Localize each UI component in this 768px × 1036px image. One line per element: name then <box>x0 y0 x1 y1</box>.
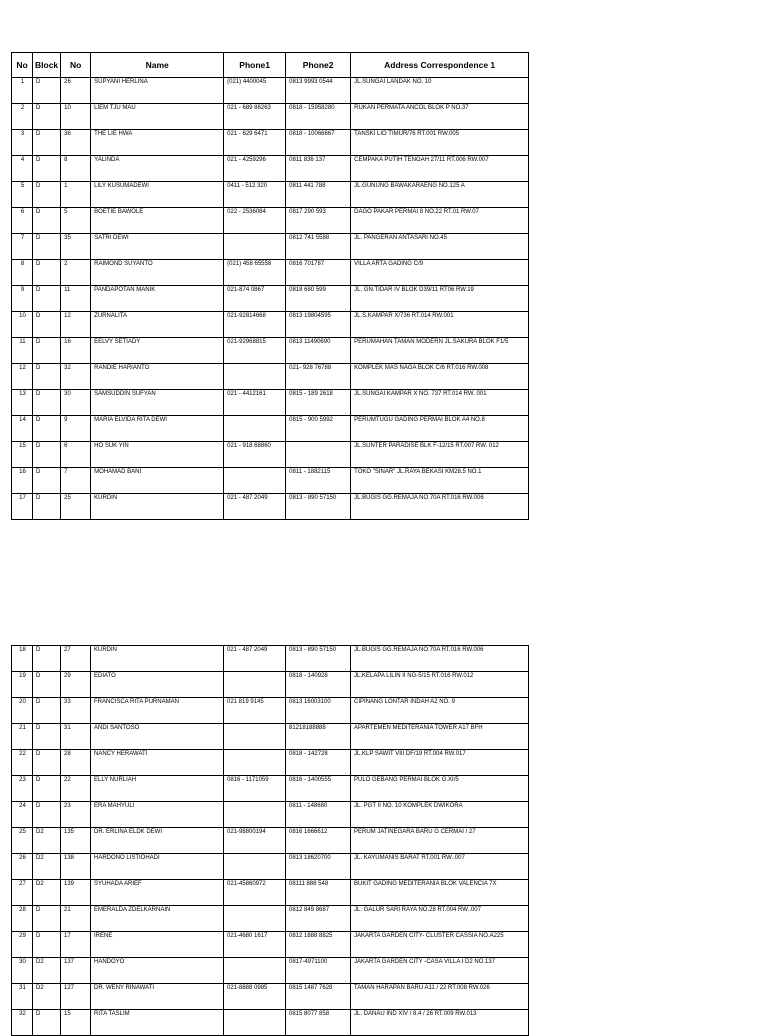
cell-phone1: 021-8888 0985 <box>224 984 286 1010</box>
cell-name: HANDOYO <box>91 958 224 984</box>
cell-address: JL.S.KAMPAR X/736 RT.014 RW.001 <box>351 312 529 338</box>
cell-address: JL.BUGIS GG.REMAJA NO.70A RT.016 RW.006 <box>351 494 529 520</box>
cell-unit-no: 8 <box>61 156 91 182</box>
cell-address: JL. GN.TIDAR IV BLOK D39/11 RT06 RW.19 <box>351 286 529 312</box>
cell-name: ERA MAHYULI <box>91 802 224 828</box>
cell-no: 18 <box>12 646 33 672</box>
cell-name: SYUHADA ARIEF <box>91 880 224 906</box>
cell-name: RANDIE HARIANTO <box>91 364 224 390</box>
cell-unit-no: 9 <box>61 416 91 442</box>
cell-block: D <box>33 390 61 416</box>
cell-name: LILY KUSUMADEWI <box>91 182 224 208</box>
col-header-address: Address Correspondence 1 <box>351 53 529 78</box>
cell-name: EELVY SETIADY <box>91 338 224 364</box>
cell-unit-no: 135 <box>61 828 91 854</box>
cell-phone2: 0811 441 788 <box>286 182 351 208</box>
cell-no: 31 <box>12 984 33 1010</box>
cell-name: MARIA ELVIDA RITA DEWI <box>91 416 224 442</box>
table-row <box>12 646 529 672</box>
cell-block: D <box>33 130 61 156</box>
cell-block: D <box>33 442 61 468</box>
cell-unit-no: 12 <box>61 312 91 338</box>
cell-block: D2 <box>33 828 61 854</box>
cell-phone2: 0812 1888 8825 <box>286 932 351 958</box>
cell-phone1 <box>224 750 286 776</box>
cell-name: RAIMOND SUYANTO <box>91 260 224 286</box>
col-header-name: Name <box>91 53 224 78</box>
cell-phone2: 0818 680 599 <box>286 286 351 312</box>
cell-phone2: 0813 - 890 57150 <box>286 494 351 520</box>
col-header-phone1: Phone1 <box>224 53 286 78</box>
col-header-unit-no: No <box>61 53 91 78</box>
cell-phone2: 0813 19804595 <box>286 312 351 338</box>
table-row <box>12 776 529 802</box>
cell-no: 7 <box>12 234 33 260</box>
cell-name: HO SUK YIN <box>91 442 224 468</box>
cell-address: JL.KLP SAWIT VIII DF/19 RT.004 RW.017 <box>351 750 529 776</box>
cell-phone2: 0811 - 148680 <box>286 802 351 828</box>
cell-no: 3 <box>12 130 33 156</box>
cell-block: D <box>33 208 61 234</box>
cell-phone1: 021-874 0867 <box>224 286 286 312</box>
table-row <box>12 390 529 416</box>
cell-phone2: 81218188888 <box>286 724 351 750</box>
table-row <box>12 286 529 312</box>
cell-address: JL.GUNUNG BAWAKARAENG NO.125 A <box>351 182 529 208</box>
cell-name: DR. ERLINA ELDK DEWI <box>91 828 224 854</box>
cell-phone2: 0813 9993 0544 <box>286 78 351 104</box>
cell-unit-no: 5 <box>61 208 91 234</box>
cell-address: CEMPAKA PUTIH TENGAH 27/11 RT.006 RW.007 <box>351 156 529 182</box>
cell-no: 14 <box>12 416 33 442</box>
cell-address: JL. PGT II NO. 10 KOMPLEK DWIKORA <box>351 802 529 828</box>
cell-phone2: 0818 - 142728 <box>286 750 351 776</box>
cell-phone1: 021 - 4259296 <box>224 156 286 182</box>
cell-unit-no: 28 <box>61 750 91 776</box>
cell-phone2: 0813 11490690 <box>286 338 351 364</box>
cell-phone2: 0815 - 189 2618 <box>286 390 351 416</box>
table-row <box>12 828 529 854</box>
cell-address: JL.SUNGAI LANDAK NO. 10 <box>351 78 529 104</box>
cell-name: EDIATO <box>91 672 224 698</box>
cell-phone1: 021-4680 1617 <box>224 932 286 958</box>
cell-block: D <box>33 698 61 724</box>
header-row <box>12 53 529 78</box>
contact-table-2 <box>11 645 529 1036</box>
cell-name: SAMSUDDIN SUFYAN <box>91 390 224 416</box>
cell-phone1: 021 - 487 2049 <box>224 646 286 672</box>
cell-name: PANDAPOTAN MANIK <box>91 286 224 312</box>
cell-block: D <box>33 260 61 286</box>
cell-no: 30 <box>12 958 33 984</box>
cell-address: JAKARTA GARDEN CITY- CLUSTER CASSIA NO.A225 <box>351 932 529 958</box>
cell-address: JL. KAYUMANIS BARAT RT.001 RW..007 <box>351 854 529 880</box>
cell-phone1 <box>224 468 286 494</box>
cell-unit-no: 26 <box>61 78 91 104</box>
table-row <box>12 802 529 828</box>
cell-name: DR. WENY RINAWATI <box>91 984 224 1010</box>
cell-address: JL. GALUR SARI RAYA NO.28 RT.004 RW..007 <box>351 906 529 932</box>
cell-unit-no: 23 <box>61 802 91 828</box>
cell-phone2: 0815 1487 7628 <box>286 984 351 1010</box>
cell-no: 8 <box>12 260 33 286</box>
cell-block: D <box>33 416 61 442</box>
cell-address: BUKIT GADING MEDITERANIA BLOK VALENCIA 7X <box>351 880 529 906</box>
cell-no: 1 <box>12 78 33 104</box>
cell-phone2: 0816 701787 <box>286 260 351 286</box>
cell-name: ANDI SANTOSO <box>91 724 224 750</box>
cell-no: 29 <box>12 932 33 958</box>
cell-block: D <box>33 724 61 750</box>
table-row <box>12 724 529 750</box>
cell-no: 10 <box>12 312 33 338</box>
cell-unit-no: 2 <box>61 260 91 286</box>
cell-name: LIEM TJU MAU <box>91 104 224 130</box>
table-row <box>12 958 529 984</box>
cell-no: 9 <box>12 286 33 312</box>
cell-block: D <box>33 468 61 494</box>
table-row <box>12 156 529 182</box>
cell-unit-no: 138 <box>61 854 91 880</box>
cell-no: 21 <box>12 724 33 750</box>
cell-no: 15 <box>12 442 33 468</box>
cell-block: D <box>33 364 61 390</box>
cell-unit-no: 31 <box>61 724 91 750</box>
cell-phone2: 0818 - 140928 <box>286 672 351 698</box>
table-row <box>12 416 529 442</box>
cell-block: D <box>33 234 61 260</box>
table-row <box>12 78 529 104</box>
cell-phone1: 021 - 918 68860 <box>224 442 286 468</box>
cell-name: SUPYANI HERLINA <box>91 78 224 104</box>
table-row <box>12 750 529 776</box>
cell-phone2: 08111 888 548 <box>286 880 351 906</box>
cell-name: KURDIN <box>91 646 224 672</box>
cell-address: KOMPLEK MAS NAGA BLOK C/6 RT.016 RW.008 <box>351 364 529 390</box>
cell-block: D <box>33 1010 61 1036</box>
cell-phone1: 021-92814668 <box>224 312 286 338</box>
cell-block: D <box>33 338 61 364</box>
cell-phone2: 0812 741 5588 <box>286 234 351 260</box>
cell-unit-no: 25 <box>61 494 91 520</box>
cell-no: 12 <box>12 364 33 390</box>
cell-phone1 <box>224 1010 286 1036</box>
cell-name: HARDONO LISTIOHADI <box>91 854 224 880</box>
table-row <box>12 854 529 880</box>
cell-phone2: 0817-4971100 <box>286 958 351 984</box>
cell-phone2: 0813 16003100 <box>286 698 351 724</box>
cell-address: RUKAN PERMATA ANCOL BLOK P NO.37 <box>351 104 529 130</box>
cell-phone1 <box>224 364 286 390</box>
table-row <box>12 468 529 494</box>
cell-phone1: 021-92968815 <box>224 338 286 364</box>
cell-name: NANCY HERAWATI <box>91 750 224 776</box>
cell-address: JL.KELAPA LILIN II NG-5/15 RT.016 RW.012 <box>351 672 529 698</box>
cell-unit-no: 1 <box>61 182 91 208</box>
cell-phone1: 021 - 689 86263 <box>224 104 286 130</box>
cell-unit-no: 16 <box>61 338 91 364</box>
cell-block: D <box>33 312 61 338</box>
cell-unit-no: 36 <box>61 130 91 156</box>
cell-name: ZURNALITA <box>91 312 224 338</box>
cell-phone1: (021) 458 65558 <box>224 260 286 286</box>
cell-no: 4 <box>12 156 33 182</box>
table-row <box>12 984 529 1010</box>
cell-address: TOKO "SINAR" JL.RAYA BEKASI KM28.5 NO.1 <box>351 468 529 494</box>
cell-unit-no: 137 <box>61 958 91 984</box>
cell-no: 16 <box>12 468 33 494</box>
cell-no: 2 <box>12 104 33 130</box>
cell-unit-no: 139 <box>61 880 91 906</box>
cell-address: TANSKI LIO TIMUR/76 RT.001 RW.005 <box>351 130 529 156</box>
cell-no: 11 <box>12 338 33 364</box>
cell-unit-no: 11 <box>61 286 91 312</box>
cell-phone1 <box>224 672 286 698</box>
cell-phone1 <box>224 234 286 260</box>
cell-phone1 <box>224 854 286 880</box>
cell-no: 22 <box>12 750 33 776</box>
table-row <box>12 312 529 338</box>
cell-block: D <box>33 672 61 698</box>
cell-block: D <box>33 750 61 776</box>
cell-no: 23 <box>12 776 33 802</box>
cell-phone1: 0411 - 512 320 <box>224 182 286 208</box>
cell-no: 6 <box>12 208 33 234</box>
cell-unit-no: 30 <box>61 390 91 416</box>
cell-phone2: 0813 - 890 57150 <box>286 646 351 672</box>
cell-name: SATRI DEWI <box>91 234 224 260</box>
cell-phone2: 0817 290 593 <box>286 208 351 234</box>
cell-phone2: 0815 8077 858 <box>286 1010 351 1036</box>
cell-phone1 <box>224 724 286 750</box>
cell-no: 19 <box>12 672 33 698</box>
table-row <box>12 494 529 520</box>
cell-unit-no: 127 <box>61 984 91 1010</box>
cell-block: D2 <box>33 880 61 906</box>
cell-block: D <box>33 156 61 182</box>
cell-block: D <box>33 494 61 520</box>
table-row <box>12 104 529 130</box>
cell-phone2: 0813 18620700 <box>286 854 351 880</box>
cell-phone2: 0811 836 137 <box>286 156 351 182</box>
cell-name: FRANCISCA RITA PURNAMAN <box>91 698 224 724</box>
cell-name: KURDIN <box>91 494 224 520</box>
cell-unit-no: 10 <box>61 104 91 130</box>
table-row <box>12 442 529 468</box>
table-row <box>12 672 529 698</box>
cell-unit-no: 22 <box>61 776 91 802</box>
table-row <box>12 932 529 958</box>
cell-no: 20 <box>12 698 33 724</box>
cell-no: 28 <box>12 906 33 932</box>
cell-unit-no: 35 <box>61 234 91 260</box>
cell-unit-no: 32 <box>61 364 91 390</box>
cell-no: 25 <box>12 828 33 854</box>
cell-phone2: 0811 - 1882115 <box>286 468 351 494</box>
cell-phone1 <box>224 906 286 932</box>
table-row <box>12 208 529 234</box>
cell-address: PERUMAHAN TAMAN MODERN JL.SAKURA BLOK F1/5 <box>351 338 529 364</box>
cell-no: 5 <box>12 182 33 208</box>
cell-phone2: 0816 1666612 <box>286 828 351 854</box>
cell-name: RITA TASLIM <box>91 1010 224 1036</box>
cell-phone2: 0818 - 15958280 <box>286 104 351 130</box>
cell-phone1 <box>224 802 286 828</box>
cell-name: IRENE <box>91 932 224 958</box>
cell-phone1 <box>224 416 286 442</box>
cell-block: D <box>33 182 61 208</box>
cell-phone1: 0816 - 1171059 <box>224 776 286 802</box>
table-row <box>12 880 529 906</box>
cell-unit-no: 27 <box>61 646 91 672</box>
cell-block: D <box>33 104 61 130</box>
cell-unit-no: 7 <box>61 468 91 494</box>
cell-name: YALINDA <box>91 156 224 182</box>
cell-phone1: 021 - 487 2049 <box>224 494 286 520</box>
cell-block: D2 <box>33 984 61 1010</box>
col-header-no: No <box>12 53 33 78</box>
table-row <box>12 1010 529 1036</box>
cell-block: D <box>33 906 61 932</box>
cell-address: DAGO PAKAR PERMAI 8 NO.22 RT.01 RW.07 <box>351 208 529 234</box>
cell-no: 13 <box>12 390 33 416</box>
cell-address: JL.BUGIS GG.REMAJA NO.70A RT.016 RW.006 <box>351 646 529 672</box>
cell-address: JL. DANAU IND XIV / 8.4 / 26 RT.009 RW.013 <box>351 1010 529 1036</box>
cell-block: D <box>33 802 61 828</box>
cell-unit-no: 17 <box>61 932 91 958</box>
table-row <box>12 338 529 364</box>
cell-phone1: 021 819 9145 <box>224 698 286 724</box>
cell-block: D2 <box>33 958 61 984</box>
cell-block: D <box>33 932 61 958</box>
cell-block: D <box>33 646 61 672</box>
cell-phone1 <box>224 958 286 984</box>
cell-phone1: 021 - 4412161 <box>224 390 286 416</box>
cell-phone1: (021) 4400045 <box>224 78 286 104</box>
contact-table-1 <box>11 52 529 520</box>
table-row <box>12 234 529 260</box>
cell-unit-no: 15 <box>61 1010 91 1036</box>
cell-unit-no: 33 <box>61 698 91 724</box>
col-header-phone2: Phone2 <box>286 53 351 78</box>
col-header-block: Block <box>33 53 61 78</box>
cell-unit-no: 29 <box>61 672 91 698</box>
cell-phone2 <box>286 442 351 468</box>
cell-name: EMERALDA ZDELKARNAIN <box>91 906 224 932</box>
cell-address: JL.SUNGAI KAMPAR X NO. 737 RT.014 RW. 001 <box>351 390 529 416</box>
cell-name: MOHAMAD BANI <box>91 468 224 494</box>
cell-address: JAKARTA GARDEN CITY -CASA VILLA I D2 NO.137 <box>351 958 529 984</box>
cell-block: D <box>33 286 61 312</box>
cell-address: JL. PANGERAN ANTASARI NO.45 <box>351 234 529 260</box>
cell-name: BOETIE BAWOLE <box>91 208 224 234</box>
cell-block: D2 <box>33 854 61 880</box>
cell-phone1: 021-98800194 <box>224 828 286 854</box>
cell-name: ELLY NURLIAH <box>91 776 224 802</box>
table-row <box>12 260 529 286</box>
cell-phone1: 022 - 2536084 <box>224 208 286 234</box>
cell-phone1: 021-45860972 <box>224 880 286 906</box>
cell-unit-no: 21 <box>61 906 91 932</box>
cell-phone2: 0818 - 10066667 <box>286 130 351 156</box>
cell-address: CIPINANG LONTAR INDAH A2 NO. 9 <box>351 698 529 724</box>
cell-address: PULO GEBANG PERMAI BLOK G.XI/5 <box>351 776 529 802</box>
cell-no: 24 <box>12 802 33 828</box>
cell-no: 26 <box>12 854 33 880</box>
cell-block: D <box>33 78 61 104</box>
table-row <box>12 698 529 724</box>
cell-phone2: 0812 849 8687 <box>286 906 351 932</box>
cell-phone2: 021- 928 76788 <box>286 364 351 390</box>
table-row <box>12 364 529 390</box>
cell-address: JL.SUNTER PARADISE BLK F-12/15 RT.007 RW. 012 <box>351 442 529 468</box>
cell-unit-no: 6 <box>61 442 91 468</box>
cell-no: 27 <box>12 880 33 906</box>
table-row <box>12 182 529 208</box>
cell-address: PERUMTUGU GADING PERMAI BLOK A4 NO.8 <box>351 416 529 442</box>
cell-block: D <box>33 776 61 802</box>
cell-name: THE LIE HWA <box>91 130 224 156</box>
cell-address: TAMAN HARAPAN BARU A11 / 22 RT.008 RW.026 <box>351 984 529 1010</box>
cell-address: PERUM JATINEGARA BARU G CERMAI / 27 <box>351 828 529 854</box>
table-row <box>12 130 529 156</box>
cell-phone2: 0815 - 900 5992 <box>286 416 351 442</box>
cell-phone2: 0816 - 1400555 <box>286 776 351 802</box>
table-row <box>12 906 529 932</box>
cell-phone1: 021 - 629 6471 <box>224 130 286 156</box>
cell-no: 32 <box>12 1010 33 1036</box>
cell-address: APARTEMEN MEDITERANIA TOWER A17 BFH <box>351 724 529 750</box>
cell-address: VILLA ARTA GADING C/9 <box>351 260 529 286</box>
cell-no: 17 <box>12 494 33 520</box>
